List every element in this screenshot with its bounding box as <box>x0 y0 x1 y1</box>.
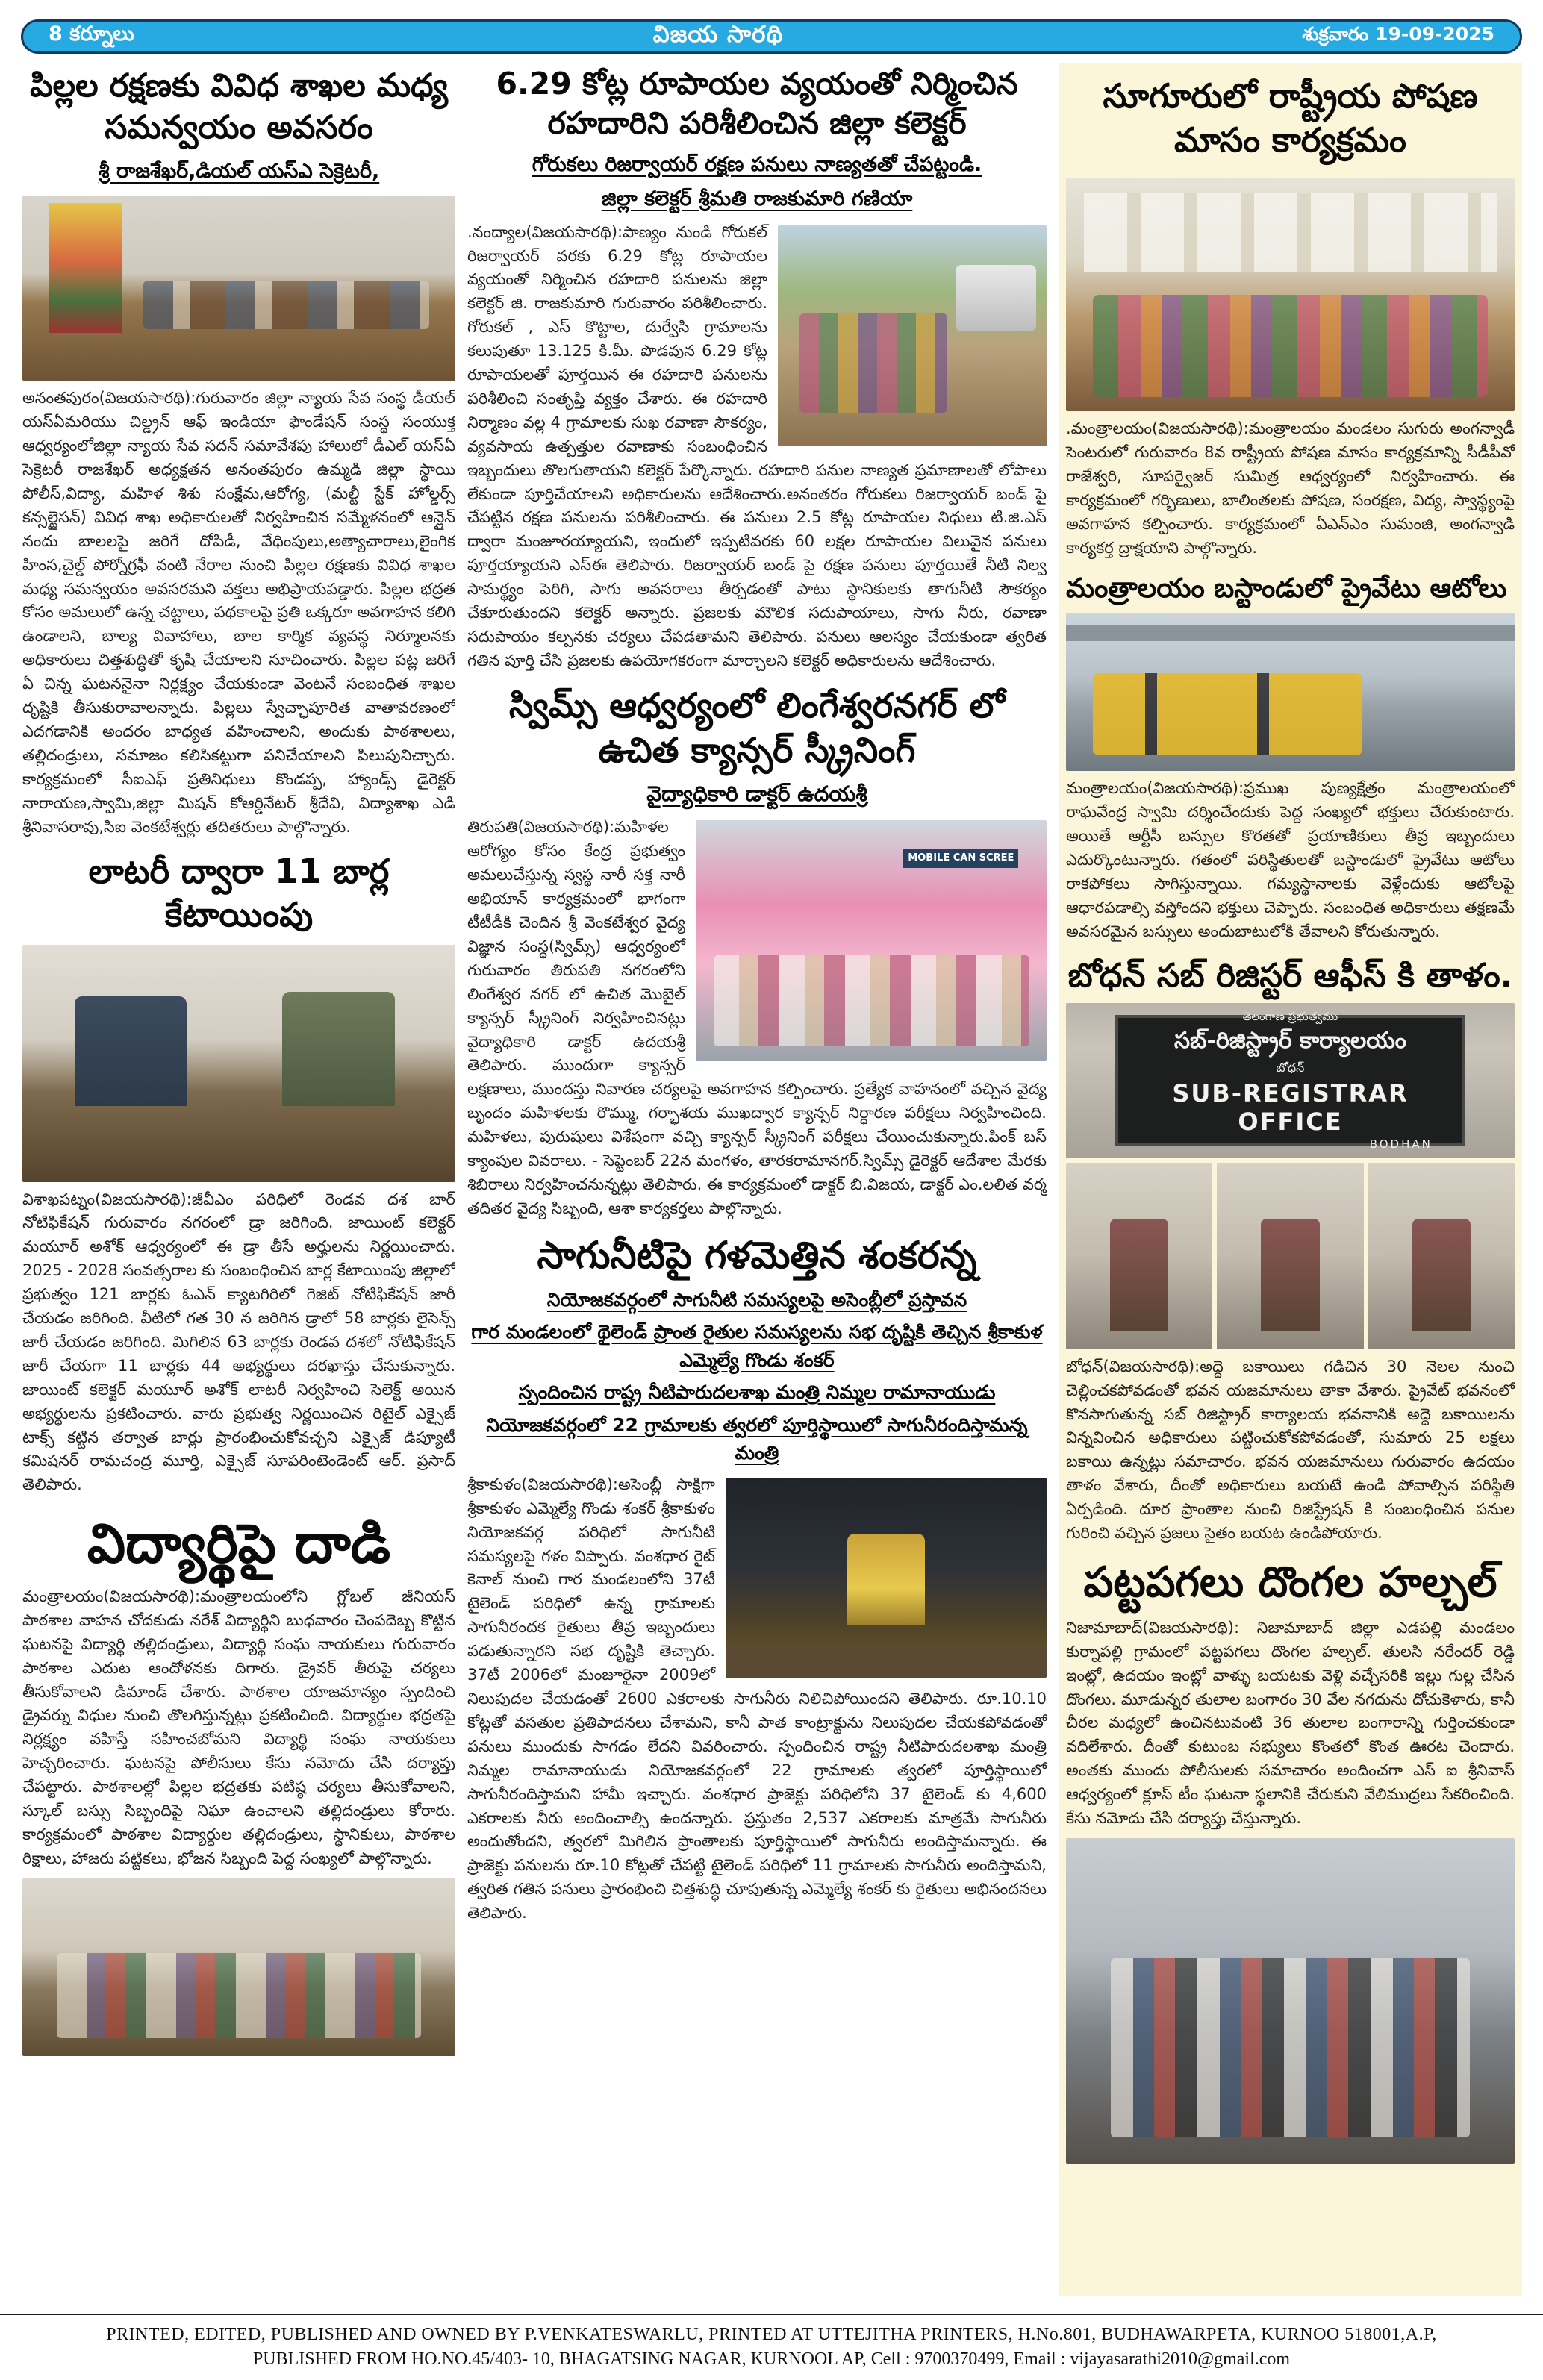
center-column <box>467 63 1047 2296</box>
body-wrap-cancer <box>467 816 1047 1220</box>
photo-pink-screening-bus <box>696 820 1047 1061</box>
photo-school-office <box>22 1878 455 2056</box>
photo-strip-office-shutters <box>1066 1163 1515 1349</box>
photo-subregistrar-signboard <box>1066 1003 1515 1158</box>
body-poshan-maasam: .మంత్రాలయం(విజయసారథి):మంత్రాలయం మండలం సుగురు అంగన్వాడీ సెంటరులో గురువారం 8వ రాష్ట్రీయ పోషణ మాసం కార్యక్రమాన్ని సీడీపీవో రాజేశ్వరి, సూపర్వైజర్ సుమిత్ర ఆధ్వర్యంలో నిర్వహించారు. ఈ కార్యక్రమంలో గర్భిణులు, బాలింతలకు పోషణ, సంరక్షణ, విద్య, స్వాస్థ్యంపై అవగాహన కల్పించారు. కార్యక్రమంలో ఏఎన్ఎం సుమంజి, అంగన్వాడి కార్యకర్త ద్రాక్షయాని పాల్గొన్నారు. <box>1066 419 1515 557</box>
headline-irrigation-mla: సాగునీటిపై గళమెత్తిన శంకరన్న <box>537 1233 977 1277</box>
body-child-protection: అనంతపురం(విజయసారథి):గురువారం జిల్లా న్యాయ సేవ సంస్థ డీయల్ యస్ఏమరియు చిల్డ్రన్ ఆఫ్ ఇండియా ఫౌండేషన్ సంస్థ సంయుక్త ఆధ్వర్యంలోజిల్లా న్యాయ సేవ సదన్ సమావేశపు హాలులో డీఎల్ యస్ఏ సెక్రెటరీ రాజశేఖర్ అధ్యక్షతన అనంతపురం ఉమ్మడి జిల్లా స్థాయి పోలీస్,విద్యా, మహిళ శిశు సంక్షేమ,ఆరోగ్య, (మల్టీ స్టేక్ హోల్డర్స్ కన్సల్టైసన్) వివిధ శాఖ అధికారులతో నిర్వహించిన సమ్మేళనంలో ఆన్లైన్ నందు బాలలపై జరిగే దోపిడీ, వేధింపులు,అత్యాచారాలు,లైంగిక హింస,చైల్డ్ పోర్నోగ్రఫీ వంటి నేరాల నుంచి పిల్లల రక్షణకు వివిధ శాఖల మధ్య సమన్వయం అవసరమని వక్తలు అభిప్రాయపడ్డారు. పిల్లల భద్రత కోసం అమలులో ఉన్న చట్టాలు, పథకాలపై ప్రతి ఒక్కరూ అవగాహన కలిగి ఉండాలని, బాల్య వివాహాలు, బాల కార్మిక వ్యవస్థ నిర్మూలనకు అధికారులు చిత్తశుద్ధితో కృషి చేయాలని సూచించారు. పిల్లల పట్ల జరిగే ఏ చిన్న ఘటననైనా నిర్లక్ష్యం చేయకుండా వెంటనే సంబంధిత శాఖల దృష్టికి తీసుకురావాలన్నారు. పిల్లలు స్వేచ్ఛాపూరిత వాతావరణంలో ఎదగడానికి అందరం బాధ్యత వహించాలని, అందుకు పాఠశాలలు, తల్లిదండ్రులు, సమాజం కలిసికట్టుగా పనిచేయాలని పిలుపునిచ్చారు. కార్యక్రమంలో సీఐఎఫ్ ప్రతినిధులు కొండప్ప, హ్యాండ్స్ డైరెక్టర్ నారాయణ,స్వామి,జిల్లా మిషన్ కోఆర్డినేటర్ శ్రీదేవి, విద్యాశాఖ ఎడి శ్రీనివాసరావు,సిఐ వెంకటేశ్వర్లు తదితరులు పాల్గొన్నారు. <box>22 389 455 836</box>
article-road-inspection <box>467 64 1047 673</box>
subhead-child-protection: శ్రీ రాజశేఖర్,డియల్ యస్ఎ సెక్రెటరీ, <box>98 159 380 183</box>
body-wrap-road <box>467 221 1047 673</box>
subhead-minister-response: స్పందించిన రాష్ట్ర నీటిపారుదలశాఖ మంత్రి నిమ్మల రామానాయుడు <box>518 1381 996 1404</box>
imprint-line-1: PRINTED, EDITED, PUBLISHED AND OWNED BY P.VENKATESWARLU, PRINTED AT UTTEJITHA PRINTERS, H.No.801, BUDHAWARPETA, KURNOO 518001,A.P, <box>106 2325 1437 2344</box>
masthead-bar <box>21 19 1522 54</box>
body-daylight-thieves: నిజామాబాద్(విజయసారథి): నిజామాబాద్ జిల్లా ఎడపల్లి మండలం కుర్నాపల్లి గ్రామంలో పట్టపగలు దొంగల హల్చల్. తులసి నరేందర్ రెడ్డి ఇంట్లో, ఉదయం ఇంట్లో వాళ్ళు బయటకు వెళ్లి వచ్చేసరికి ఇల్లు గుల్ల చేసిన దొంగలు. మూడున్నర తులాల బంగారం 30 వేల నగదును దోచుకెళారు, కానీ చీరల మధ్యలో ఉంచినటువంటి 36 తులాల బంగారాన్ని గుర్తించకుండా వదిలేశారు. దీంతో కుటుంబ సభ్యులు కొంతలో కొంత ఊరట చెందారు. అంతకు ముందు పోలీసులకు సమాచారం అందించగా ఎస్ ఐ శ్రీనివాస్ ఆధ్వర్యంలో క్లూస్ టీం ఘటనా స్థలానికి చేరుకుని వేలిముద్రలు సేకరించింది. కేసు నమోదు చేసి దర్యాప్తు చేస్తున్నారు. <box>1066 1618 1515 1828</box>
headline-private-autos: మంత్రాలయం బస్టాండులో ప్రైవేటు ఆటోలు <box>1066 573 1507 605</box>
photo-mla-assembly <box>726 1478 1047 1678</box>
article-bar-lottery <box>22 850 455 1498</box>
photo-bus-stand-autos <box>1066 613 1515 771</box>
photo-strip-cell-1 <box>1066 1163 1212 1349</box>
body-subregistrar-lock: బోధన్(విజయసారథి):అద్దె బకాయిలు గడిచిన 30 నెలల నుంచి చెల్లించకపోవడంతో భవన యజమానులు తాకా వేశారు. ప్రైవేట్ భవనంలో కొనసాగుతున్న సబ్ రిజిస్ట్రార్ కార్యాలయ భవనానికి అద్దె బకాయిలను విన్నవించిన అధికారులు పట్టించుకోకపోవడంతో, సుమారు 25 లక్షలు బకాయి ఉన్నట్లు సమాచారం. భవన యజమానులు గురువారం ఉదయం తాళం వేశారు, దీంతో అధికారులు బయటే ఉండి పోవాల్సిన పరిస్థితి ఏర్పడింది. దూర ప్రాంతాల నుంచి రిజిస్ట్రేషన్ కి సంబంధించిన పనుల గురించి వచ్చిన ప్రజలు సైతం బయట ఉండిపోయారు. <box>1066 1357 1515 1543</box>
article-poshan-maasam <box>1066 67 1515 560</box>
signboard-government-line: తెలంగాణ ప్రభుత్వము <box>1242 1010 1338 1024</box>
body-student-attack: మంత్రాలయం(విజయసారథి):మంత్రాలయంలోని గ్లోబల్ జీనియస్ పాఠశాల వాహన చోదకుడు నరేశ్ విద్యార్థిని బుధవారం చెంపదెబ్బ కొట్టిన ఘటనపై విద్యార్థి తల్లిదండ్రులు, విద్యార్థి సంఘ నాయకులు గురువారం పాఠశాల ఎదుట ఆందోళనకు దిగారు. డ్రైవర్ తీరుపై చర్యలు తీసుకోవాలని డిమాండ్ చేశారు. పాఠశాల యాజమాన్యం స్పందించి డ్రైవర్ను విధుల నుంచి తొలగిస్తున్నట్లు ప్రకటించింది. విద్యార్థుల భద్రతపై నిర్లక్ష్యం వహిస్తే సహించబోమని విద్యార్థి సంఘ నాయకులు హెచ్చరించారు. ఘటనపై పోలీసులు కేసు నమోదు చేసి దర్యాప్తు చేపట్టారు. పాఠశాలల్లో పిల్లల భద్రతకు పటిష్ఠ చర్యలు తీసుకోవాలని, స్కూల్ బస్సు సిబ్బందిపై నిఘా ఉంచాలని తల్లిదండ్రులు కోరారు. కార్యక్రమంలో పాఠశాల విద్యార్థుల తల్లిదండ్రులు, స్థానికులు, పాఠశాల రిక్షాలు, హాజరు పట్టికలు, భోజన సిబ్బంది పెద్ద సంఖ్యలో పాల్గొన్నారు. <box>22 1587 455 1867</box>
article-child-protection <box>22 66 455 840</box>
subhead-gara-mandal: గార మండలంలో థైలెండ్ ప్రాంత రైతుల సమస్యలను సభ దృష్టికి తెచ్చిన శ్రీకాకుళ ఎమ్మెల్యే గొండు శంకర్ <box>471 1321 1043 1371</box>
imprint-footer <box>0 2314 1543 2370</box>
right-column <box>1059 63 1522 2296</box>
headline-bar-lottery: లాటరీ ద్వారా 11 బార్ల కేటాయింపు <box>88 851 390 934</box>
imprint-line-2: PUBLISHED FROM HO.NO.45/403- 10, BHAGATSING NAGAR, KURNOOL AP, Cell : 9700370499, Email : vijayasarathi2010@gmail.com <box>252 2349 1291 2369</box>
photo-strip-cell-2 <box>1217 1163 1363 1349</box>
body-bar-lottery: విశాఖపట్నం(విజయసారథి):జీవీఎం పరిధిలో రెండవ దశ బార్ నోటిఫికేషన్ గురువారం నగరంలో డ్రా జరిగింది. జాయింట్ కలెక్టర్ మయూర్ అశోక్ ఆధ్వర్యంలో ఈ డ్రా తీసే అర్హులను నిర్ణయించారు. 2025 - 2028 సంవత్సరాల కు సంబంధించిన బార్ల కేటాయింపు జిల్లాలో ప్రభుత్వం 121 బార్లకు ఓఎన్ క్యాటగిరిలో గెజిట్ నోటిఫికేషన్ జారీ చేయడం జరిగింది. వీటిలో గత 30 న జరిగిన డ్రాలో 58 బార్లకు లైసెన్స్ జారీ చేయడం జరిగింది. మిగిలిన 63 బార్లకు రెండవ దశలో నోటిఫికేషన్ జారీ చేయగా 11 బార్లకు 44 అభ్యర్థులు దరఖాస్తు చేసుకున్నారు. జాయింట్ కలెక్టర్ మయూర్ అశోక్ లాటరీ నిర్వహించి సెలెక్ట్ అయిన అభ్యర్థులను ప్రకటించారు. వారు ప్రభుత్వ నిర్ణయించిన రిటైల్ ఎక్సైజ్ టాక్స్ కట్టిన తర్వాత బార్లు ప్రారంభించుకోవచ్చని ఎక్సైజ్ డిప్యూటీ కమిషనర్ రామచంద్ర మూర్తి, ఎక్సైజ్ సూపరింటెండెంట్ ఆర్. ప్రసాద్ తెలిపారు. <box>22 1190 455 1494</box>
body-irrigation-mla: శ్రీకాకుళం(విజయసారథి):అసెంబ్లీ సాక్షిగా శ్రీకాకుళం ఎమ్మెల్యే గొండు శంకర్ శ్రీకాకుళం నియోజకవర్గ పరిధిలో సాగునీటి సమస్యలపై గళం విప్పారు. వంశధార రైట్ కెనాల్ నుంచి గార మండలంలోని 37టీ టైలెండ్ పరిధిలో ఉన్న గ్రామాలకు సాగునీరందక రైతులు తీవ్ర ఇబ్బందులు పడుతున్నారని సభ దృష్టికి తెచ్చారు. 37టీ 2006లో మంజూరైనా 2009లో నిలుపుదల చేయడంతో 2600 ఎకరాలకు సాగునీరు నిలిచిపోయిందని తెలిపారు. రూ.10.10 కోట్లతో వసతుల ప్రతిపాదనలు చేశామని, కానీ పాత కాంట్రాక్టును నిలుపుదల చేయకపోవడంతో పనులు ముందుకు సాగడం లేదని వివరించారు. స్పందించిన రాష్ట్ర నీటిపారుదలశాఖ మంత్రి నిమ్మల రామానాయుడు నియోజకవర్గంలో 22 గ్రామాలకు త్వరలో పూర్తిస్థాయిలో సాగునీరందిస్తామని హామీ ఇచ్చారు. వంశధార ప్రాజెక్టు పరిధిలోని 37 టైలెండ్ కు 4,600 ఎకరాలకు నీరు అందించాల్సి ఉందన్నారు. ప్రస్తుతం 2,537 ఎకరాలకు మాత్రమే సాగునీరు అందుతోందని, త్వరలో మిగిలిన ప్రాంతాలకు పూర్తిస్థాయిలో సాగునీరు అందిస్తామన్నారు. ఈ ప్రాజెక్టు పనులను రూ.10 కోట్లతో చేపట్టి టైలెండ్ పరిధిలో 11 గ్రామాలకు సాగునీరు అందిస్తామని, త్వరిత గతిన పనులు ప్రారంభించి చిత్తశుద్ధి చూపుతున్న ఎమ్మెల్యే శంకర్ కు రైతులు అభినందనలు తెలిపారు. <box>467 1475 1047 1923</box>
body-road-inspection: .నంద్యాల(విజయసారథి):పాణ్యం నుండి గోరుకల్ రిజర్వాయర్ వరకు 6.29 కోట్ల రూపాయల వ్యయంతో నిర్మించిన రహదారి పనులను జిల్లా కలెక్టర్ జి. రాజకుమారి గురువారం పరిశీలించారు. గోరుకల్ , ఎస్ కొట్టాల, దుర్వేసి గ్రామాలను కలుపుతూ 13.125 కి.మీ. పొడవున 6.29 కోట్ల రూపాయలతో పూర్తయిన ఈ రహదారి పనులను పరిశీలించి సంతృప్తి వ్యక్తం చేశారు. ఈ రహదారి నిర్మాణం వల్ల 4 గ్రామాలకు సుఖ రవాణా సౌకర్యం, వ్యవసాయ ఉత్పత్తుల రవాణాకు సంబంధించిన ఇబ్బందులు తొలగుతాయని కలెక్టర్ పేర్కొన్నారు. రహదారి పనుల నాణ్యత ప్రమాణాలతో లోపాలు లేకుండా పూర్తిచేయాలని అధికారులను ఆదేశించారు.అనంతరం గోరుకలు రిజర్వాయర్ బండ్ పై చేపట్టిన రక్షణ పనులను పరిశీలించారు. ఈ పనులు 2.5 కోట్ల రూపాయల నిధులు టి.జి.ఎస్ ద్వారా మంజూరయ్యాయని, ఇందులో ఇప్పటివరకు 60 లక్షల రూపాయల విలువైన పనులు పూర్తయ్యాయని ఎస్ఈ తెలిపారు. రిజర్వాయర్ బండ్ పై రక్షణ పనులు పూర్తయితే నీటి నిల్వ సామర్థ్యం పెరిగి, సాగు అవసరాలు తీర్చడంతో పాటు స్థానికులకు తాగునీటి సౌకర్యం చేకూరుతుందని కలెక్టర్ అన్నారు. ప్రజలకు మౌలిక సదుపాయాలు, సాగు నీరు, రవాణా సదుపాయం కల్పనకు చర్యలు చేపడతామని తెలిపారు. పనులు ఆలస్యం చేయకుండా త్వరిత గతిన పూర్తి చేసి ప్రజలకు ఉపయోగకరంగా మార్చాలని కలెక్టర్ అధికారులను ఆదేశించారు. <box>467 222 1047 669</box>
article-irrigation-mla <box>467 1231 1047 1925</box>
signboard <box>1115 1010 1465 1152</box>
left-column <box>22 63 455 2296</box>
headline-poshan-maasam: సూగూరులో రాష్ట్రీయ పోషణ మాసం కార్యక్రమం <box>1066 67 1515 174</box>
article-private-autos <box>1066 572 1515 943</box>
body-wrap-irrigation <box>467 1473 1047 1925</box>
article-student-attack <box>22 1509 455 2055</box>
bus-sign-text: MOBILE CAN SCREE <box>903 849 1018 868</box>
signboard-place-english: BODHAN <box>1369 1137 1433 1152</box>
subhead-22-villages: నియోజకవర్గంలో 22 గ్రామాలకు త్వరలో పూర్తిస్థాయిలో సాగునీరందిస్తామన్న మంత్రి <box>486 1414 1028 1464</box>
article-cancer-screening <box>467 684 1047 1221</box>
headline-road-inspection: 6.29 కోట్ల రూపాయల వ్యయంతో నిర్మించిన రహదారిని పరిశీలించిన జిల్లా కలెక్టర్ <box>496 66 1018 142</box>
headline-child-protection: పిల్లల రక్షణకు వివిధ శాఖల మధ్య సమన్వయం అవసరం <box>30 67 448 146</box>
masthead-title: విజయ సారథి <box>652 20 784 48</box>
subhead-road-quality: గోరుకలు రిజర్వాయర్ రక్షణ పనులు నాణ్యతతో చేపట్టండి. <box>532 152 982 176</box>
article-subregistrar-lock <box>1066 955 1515 1546</box>
headline-subregistrar-lock: బోధన్ సబ్ రిజిస్టర్ ఆఫీస్ కి తాళం. <box>1067 956 1513 995</box>
subhead-assembly-mention: నియోజకవర్గంలో సాగునీటి సమస్యలపై అసెంబ్లీలో ప్రస్తావన <box>546 1288 967 1311</box>
subhead-doctor-udayasri: వైద్యాధికారి డాక్టర్ ఉదయశ్రీ <box>646 781 867 807</box>
signboard-place-telugu: బోధన్ <box>1276 1061 1305 1075</box>
photo-village-street-crowd <box>1066 1838 1515 2164</box>
photo-anganwadi-centre <box>1066 178 1515 411</box>
page-columns <box>22 63 1524 2296</box>
headline-daylight-thieves: పట్టపగలు దొంగల హల్చల్ <box>1083 1558 1497 1608</box>
signboard-office-telugu: సబ్-రిజిస్ట్రార్ కార్యాలయం <box>1173 1028 1406 1055</box>
masthead-page-city: 8 కర్నూలు <box>49 22 134 46</box>
photo-collector-road <box>778 225 1047 446</box>
photo-strip-cell-3 <box>1368 1163 1515 1349</box>
body-cancer-screening: తిరుపతి(విజయసారథి):మహిళల ఆరోగ్యం కోసం కేంద్ర ప్రభుత్వం అమలుచేస్తున్న స్వస్థ నారీ సక్త నారీ అభియాన్ కార్యక్రమంలో భాగంగా టీటీడీకి చెందిన శ్రీ వెంకటేశ్వర వైద్య విజ్ఞాన సంస్థ(స్విమ్స్) ఆధ్వర్యంలో గురువారం తిరుపతి నగరంలోని లింగేశ్వర నగర్ లో ఉచిత మొబైల్ క్యాన్సర్ స్క్రీనింగ్ నిర్వహించినట్లు వైద్యాధికారి డాక్టర్ ఉదయశ్రీ తెలిపారు. ముందుగా క్యాన్సర్ లక్షణాలు, ముందస్తు నివారణ చర్యలపై అవగాహన కల్పించారు. ప్రత్యేక వాహనంలో వచ్చిన వైద్య బృందం మహిళలకు రొమ్ము, గర్భాశయ ముఖద్వార క్యాన్సర్ నిర్ధారణ పరీక్షలు నిర్వహించింది. మహిళలు, పురుషులు విశేషంగా వచ్చి క్యాన్సర్ స్క్రీనింగ్ పరీక్షలు చేయించుకున్నారు.పింక్ బస్ క్యాంపుల వివరాలు. - సెప్టెంబర్ 22న మంగళం, తారకరామానగర్.స్విమ్స్ డైరెక్టర్ ఆదేశాల మేరకు శిబిరాలు నిర్వహించనున్నట్లు తెలిపారు. ఈ కార్యక్రమంలో డాక్టర్ బి.విజయ, డాక్టర్ ఎం.లలిత వర్మ తదితర వైద్య సిబ్బంది, ఆశా కార్యకర్తలు పాల్గొన్నారు. <box>467 818 1047 1217</box>
photo-meeting-hall <box>22 196 455 381</box>
signboard-office-english: SUB-REGISTRAR OFFICE <box>1172 1079 1409 1137</box>
headline-student-attack: విద్యార్థిపై దాడి <box>87 1512 391 1575</box>
article-daylight-thieves <box>1066 1556 1515 2164</box>
masthead-day-date: శుక్రవారం 19-09-2025 <box>1302 23 1494 45</box>
photo-officials-desk <box>22 945 455 1182</box>
headline-cancer-screening: స్విమ్స్ ఆధ్వర్యంలో లింగేశ్వరనగర్ లో ఉచిత క్యాన్సర్ స్క్రీనింగ్ <box>509 684 1005 770</box>
subhead-collector-name: జిల్లా కలెక్టర్ శ్రీమతి రాజకుమారి గణియా <box>601 187 913 211</box>
body-private-autos: మంత్రాలయం(విజయసారథి):ప్రముఖ పుణ్యక్షేత్రం మంత్రాలయంలో రాఘవేంద్ర స్వామి దర్శించేందుకు పెద్ద సంఖ్యలో భక్తులు చేరుకుంటారు. అయితే ఆర్టీసీ బస్సుల కొరతతో ప్రయాణికులు తీవ్ర ఇబ్బందులు ఎదుర్కొంటున్నారు. గతంలో పరిస్థితులతో బస్టాండులో ప్రైవేటు ఆటోలు రాకపోకలు సాగిస్తున్నాయి. గమ్యస్థానాలకు వెళ్లేందుకు ఆటోలపై ఆధారపడాల్సి వస్తోందని భక్తులు చెప్పారు. సంబంధిత అధికారులు తక్షణమే అవసరమైన బస్సులు అందుబాటులోకి తేవాలని కోరుతున్నారు. <box>1066 779 1515 940</box>
